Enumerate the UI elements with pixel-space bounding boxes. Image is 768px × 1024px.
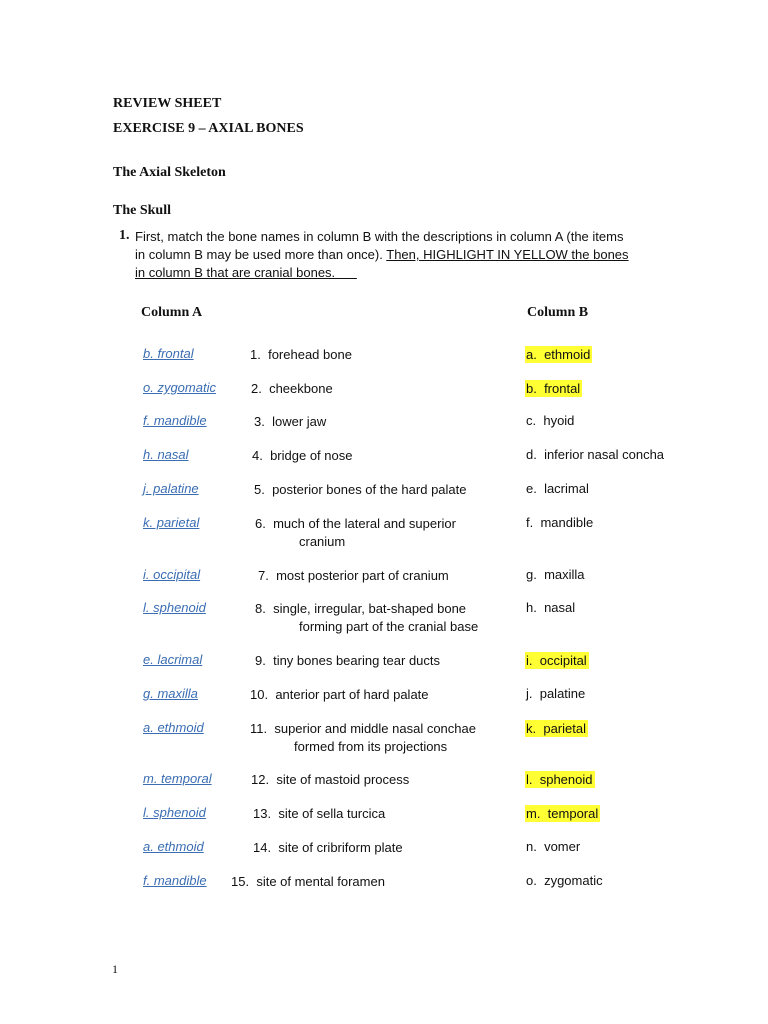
instruction-line-2 <box>135 246 629 264</box>
column-b-option: l. sphenoid <box>526 772 593 787</box>
item-number: 4. <box>252 448 263 463</box>
instruction-line-3: in column B that are cranial bones. <box>135 265 357 280</box>
column-b-option: i. occipital <box>526 653 587 668</box>
answer-text: i. occipital <box>143 567 201 582</box>
column-b-option: n. vomer <box>526 839 581 854</box>
answer-text: f. mandible <box>143 413 207 428</box>
column-a-header: Column A <box>141 305 203 320</box>
description-text: site of mastoid process <box>276 772 410 787</box>
description <box>250 686 429 704</box>
description <box>253 839 403 857</box>
page-number: 1 <box>112 962 118 976</box>
description <box>255 652 440 670</box>
answer-text: k. parietal <box>143 515 200 530</box>
instruction-line-1: First, match the bone names in column B with the descriptions in column A (the items <box>135 229 624 244</box>
item-number: 2. <box>251 381 262 396</box>
item-number: 15. <box>231 874 250 889</box>
description-text: bridge of nose <box>270 448 353 463</box>
answer-text: l. sphenoid <box>143 805 206 820</box>
subsection-heading: The Skull <box>113 203 171 218</box>
description <box>250 720 476 756</box>
answer-text: a. ethmoid <box>143 720 204 735</box>
column-b-option: e. lacrimal <box>526 481 589 496</box>
description <box>250 346 352 364</box>
answer-text: l. sphenoid <box>143 600 206 615</box>
description-text: forehead bone <box>268 347 352 362</box>
column-b-option: o. zygomatic <box>526 873 603 888</box>
description <box>231 873 385 891</box>
item-number: 5. <box>254 482 265 497</box>
column-b-option: g. maxilla <box>526 567 585 582</box>
description <box>252 447 352 465</box>
column-b-option: c. hyoid <box>526 413 575 428</box>
description-text: most posterior part of cranium <box>276 568 449 583</box>
item-number: 6. <box>255 516 266 531</box>
description-continuation: forming part of the cranial base <box>299 619 479 634</box>
section-heading: The Axial Skeleton <box>113 165 226 180</box>
column-b-header: Column B <box>527 305 589 320</box>
column-b-option: b. frontal <box>526 381 581 396</box>
description-text: lower jaw <box>272 414 327 429</box>
description-text: single, irregular, bat-shaped bone <box>273 601 467 616</box>
answer-text: a. ethmoid <box>143 839 204 854</box>
item-number: 7. <box>258 568 269 583</box>
answer-text: h. nasal <box>143 447 189 462</box>
description-continuation: formed from its projections <box>294 739 448 754</box>
column-b-option: d. inferior nasal concha <box>526 447 665 462</box>
column-b-option: a. ethmoid <box>526 347 591 362</box>
question-number: 1. <box>119 228 130 243</box>
column-b-option: j. palatine <box>526 686 586 701</box>
description-text: tiny bones bearing tear ducts <box>273 653 441 668</box>
instruction-highlight-directive: Then, HIGHLIGHT IN YELLOW the bones <box>386 247 629 262</box>
answer-text: j. palatine <box>143 481 199 496</box>
description <box>255 600 478 636</box>
instruction-plain-text: in column B may be used more than once). <box>135 247 383 262</box>
column-b-option: h. nasal <box>526 600 576 615</box>
column-b-option: k. parietal <box>526 721 586 736</box>
description <box>255 515 456 551</box>
description-text: anterior part of hard palate <box>275 687 429 702</box>
description-text: much of the lateral and superior <box>273 516 456 531</box>
exercise-title: EXERCISE 9 – AXIAL BONES <box>113 121 304 136</box>
answer-text: f. mandible <box>143 873 207 888</box>
description <box>254 413 326 431</box>
answer-text: o. zygomatic <box>143 380 216 395</box>
item-number: 14. <box>253 840 272 855</box>
description-continuation: cranium <box>299 534 346 549</box>
item-number: 12. <box>251 772 270 787</box>
description <box>254 481 467 499</box>
description <box>253 805 385 823</box>
description <box>251 771 409 789</box>
description-text: posterior bones of the hard palate <box>272 482 467 497</box>
item-number: 3. <box>254 414 265 429</box>
item-number: 10. <box>250 687 269 702</box>
description <box>258 567 449 585</box>
description-text: site of sella turcica <box>278 806 386 821</box>
description-text: site of mental foramen <box>256 874 385 889</box>
column-b-option: m. temporal <box>526 806 599 821</box>
item-number: 9. <box>255 653 266 668</box>
description-text: site of cribriform plate <box>278 840 403 855</box>
answer-text: b. frontal <box>143 346 194 361</box>
item-number: 1. <box>250 347 261 362</box>
answer-text: g. maxilla <box>143 686 198 701</box>
item-number: 11. <box>250 721 268 736</box>
sheet-title: REVIEW SHEET <box>113 96 222 111</box>
answer-text: m. temporal <box>143 771 212 786</box>
answer-text: e. lacrimal <box>143 652 203 667</box>
item-number: 13. <box>253 806 272 821</box>
column-b-option: f. mandible <box>526 515 594 530</box>
description-text: superior and middle nasal conchae <box>274 721 476 736</box>
item-number: 8. <box>255 601 266 616</box>
description <box>251 380 333 398</box>
description-text: cheekbone <box>269 381 333 396</box>
